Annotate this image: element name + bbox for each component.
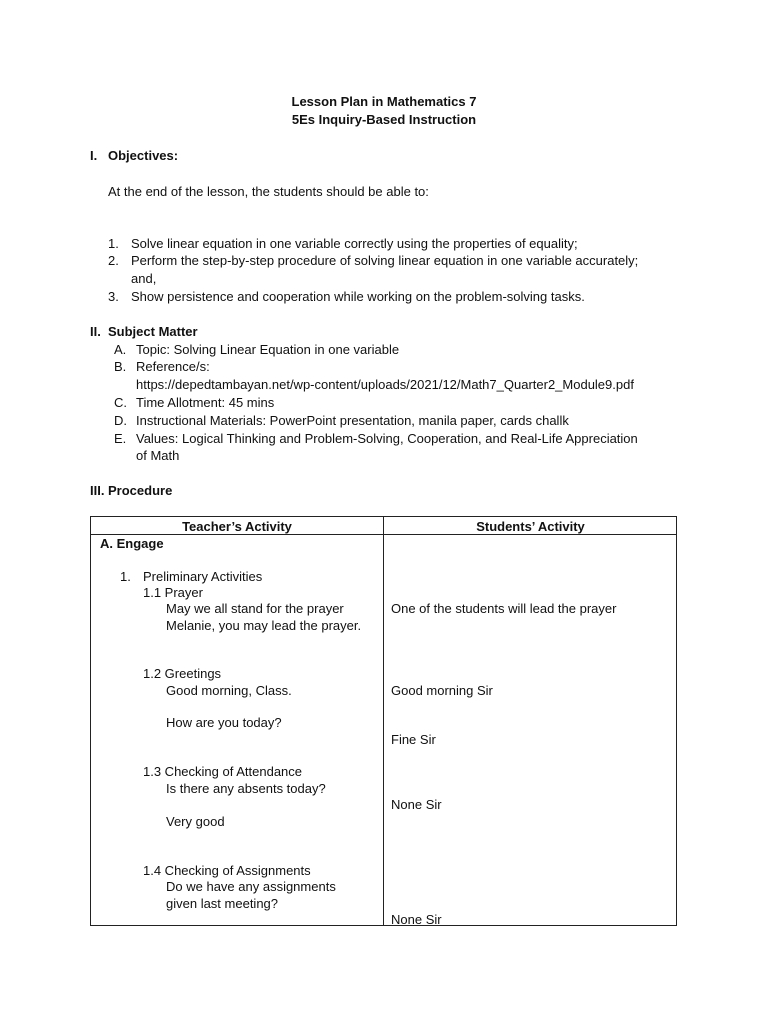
table-column-divider (383, 516, 384, 926)
teacher-line: given last meeting? (166, 896, 279, 911)
objective-text: Perform the step-by-step procedure of solving linear equation in one variable accurately; (131, 253, 639, 268)
teacher-activity-header: Teacher’s Activity (182, 519, 292, 534)
page-title: Lesson Plan in Mathematics 7 (291, 94, 477, 109)
assignments-heading: 1.4 Checking of Assignments (143, 863, 311, 878)
subject-item-letter: B. (114, 359, 127, 374)
subject-item-text: Time Allotment: 45 mins (136, 395, 275, 410)
subject-item-text-continued: of Math (136, 448, 180, 463)
objective-text: Show persistence and cooperation while working on the problem-solving tasks. (131, 289, 585, 304)
teacher-line: Melanie, you may lead the prayer. (166, 618, 362, 633)
subject-matter-heading: Subject Matter (108, 324, 198, 339)
procedure-number: III. (90, 483, 105, 498)
subject-item-text: Reference/s: (136, 359, 210, 374)
teacher-line: May we all stand for the prayer (166, 601, 344, 616)
subject-item-text: Topic: Solving Linear Equation in one variable (136, 342, 400, 357)
student-response: None Sir (391, 797, 442, 812)
prelim-heading: Preliminary Activities (143, 569, 263, 584)
teacher-line: Is there any absents today? (166, 781, 326, 796)
objectives-intro: At the end of the lesson, the students should be able to: (108, 184, 429, 199)
teacher-line: Do we have any assignments (166, 879, 336, 894)
prayer-heading: 1.1 Prayer (143, 585, 203, 600)
subject-item-text: Values: Logical Thinking and Problem-Solving, Cooperation, and Real-Life Appreciation (136, 431, 638, 446)
student-response: Fine Sir (391, 732, 436, 747)
students-activity-header: Students’ Activity (476, 519, 585, 534)
student-response: None Sir (391, 912, 442, 927)
student-response: One of the students will lead the prayer (391, 601, 617, 616)
procedure-heading: Procedure (108, 483, 173, 498)
teacher-line: Good morning, Class. (166, 683, 292, 698)
subject-item-letter: C. (114, 395, 127, 410)
subject-item-letter: E. (114, 431, 127, 446)
objective-number: 3. (108, 289, 119, 304)
objective-number: 2. (108, 253, 119, 268)
engage-heading: A. Engage (100, 536, 164, 551)
objective-number: 1. (108, 236, 119, 251)
objective-text: Solve linear equation in one variable correctly using the properties of equality; (131, 236, 578, 251)
greetings-heading: 1.2 Greetings (143, 666, 222, 681)
subject-item-text: Instructional Materials: PowerPoint presentation, manila paper, cards challk (136, 413, 569, 428)
objective-text-continued: and, (131, 271, 157, 286)
teacher-line: Very good (166, 814, 225, 829)
subject-item-letter: A. (114, 342, 127, 357)
objectives-number: I. (90, 148, 98, 163)
objectives-heading: Objectives: (108, 148, 179, 163)
reference-link: https://depedtambayan.net/wp-content/uploads/2021/12/Math7_Quarter2_Module9.pdf (136, 377, 634, 392)
prelim-number: 1. (120, 569, 131, 584)
attendance-heading: 1.3 Checking of Attendance (143, 764, 303, 779)
subject-matter-number: II. (90, 324, 101, 339)
teacher-line: How are you today? (166, 715, 282, 730)
subject-item-letter: D. (114, 413, 127, 428)
page-subtitle: 5Es Inquiry-Based Instruction (291, 112, 477, 127)
student-response: Good morning Sir (391, 683, 493, 698)
